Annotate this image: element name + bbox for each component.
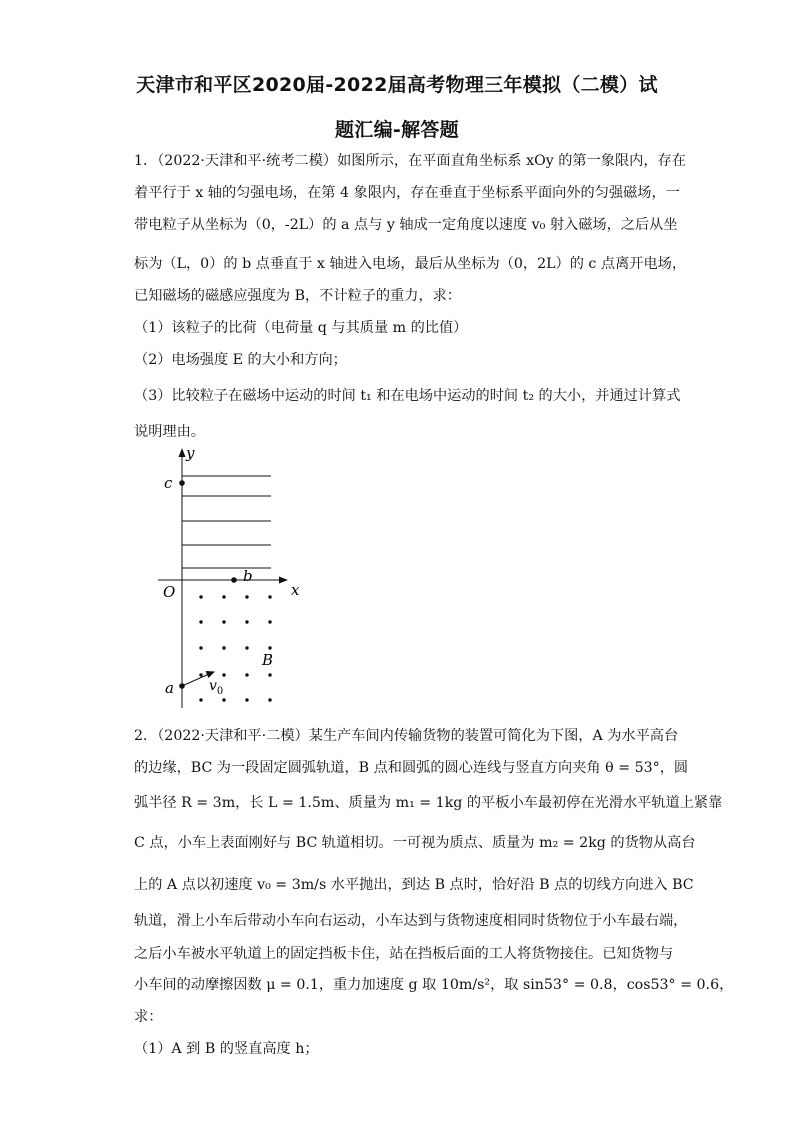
label-y: y (186, 444, 195, 462)
q1-line-2: 着平行于 x 轴的匀强电场，在第 4 象限内，存在垂直于坐标系平面向外的匀强磁场，一 (134, 185, 680, 201)
q1-figure (158, 440, 318, 716)
q2-line-4: C 点，小车上表面刚好与 BC 轨道相切。一可视为质点、质量为 m₂ = 2kg 的货物从高台 (134, 835, 696, 851)
x-axis-arrow (279, 577, 288, 584)
q1-sub-1: （1）该粒子的比荷（电荷量 q 与其质量 m 的比值） (134, 320, 468, 336)
q2-line-2: 的边缘，BC 为一段固定圆弧轨道，B 点和圆弧的圆心连线与竖直方向夹角 θ = 53°，圆 (134, 760, 689, 776)
y-axis-arrow (179, 448, 186, 457)
document-title-line1: 天津市和平区2020届-2022届高考物理三年模拟（二模）试 (136, 74, 658, 96)
label-a: a (165, 679, 174, 697)
q2-line-8: 小车间的动摩擦因数 μ = 0.1，重力加速度 g 取 10m/s²，取 sin53° = 0.8，cos53° = 0.6， (134, 977, 734, 993)
label-b: b (243, 567, 253, 585)
q2-line-5: 上的 A 点以初速度 v₀ = 3m/s 水平抛出，到达 B 点时，恰好沿 B 点的切线方向进入 BC (134, 877, 694, 893)
label-x: x (291, 581, 300, 599)
document-title-line2: 题汇编-解答题 (335, 119, 459, 141)
label-v-subscript: 0 (216, 686, 224, 697)
label-v: v (209, 678, 217, 694)
velocity-arrow (182, 674, 209, 686)
q2-line-9: 求： (134, 1009, 163, 1025)
q2-line-7: 之后小车被水平轨道上的固定挡板卡住，站在挡板后面的工人将货物接住。已知货物与 (134, 946, 674, 962)
q1-sub-2: （2）电场强度 E 的大小和方向； (134, 352, 347, 368)
label-c: c (164, 474, 173, 492)
q1-line-5: 已知磁场的磁感应强度为 B，不计粒子的重力，求： (134, 288, 462, 304)
q1-line-4: 标为（L，0）的 b 点垂直于 x 轴进入电场，最后从坐标为（0，2L）的 c 点离开电场， (134, 256, 687, 272)
q1-sub-3-cont: 说明理由。 (134, 424, 205, 440)
q2-line-6: 轨道，滑上小车后带动小车向右运动，小车达到与货物速度相同时货物位于小车最右端， (134, 913, 688, 929)
point-b (231, 577, 237, 583)
q1-line-1: 1．（2022·天津和平·统考二模）如图所示，在平面直角坐标系 xOy 的第一象限内，存在 (134, 153, 686, 169)
point-c (179, 480, 185, 486)
q2-sub-1: （1）A 到 B 的竖直高度 h； (134, 1041, 319, 1057)
coordinate-diagram (158, 440, 318, 712)
q2-line-3: 弧半径 R = 3m，长 L = 1.5m、质量为 m₁ = 1kg 的平板小车最初停在光滑水平轨道上紧靠 (134, 795, 723, 811)
q1-line-3: 带电粒子从坐标为（0，-2L）的 a 点与 y 轴成一定角度以速度 v₀ 射入磁场，之后从坐 (134, 217, 678, 233)
q1-sub-3: （3）比较粒子在磁场中运动的时间 t₁ 和在电场中运动的时间 t₂ 的大小，并通过计算式 (134, 388, 681, 404)
q2-line-1: 2．（2022·天津和平·二模）某生产车间内传输货物的装置可简化为下图，A 为水平高台 (134, 728, 679, 744)
label-v0 (209, 678, 223, 697)
label-origin: O (163, 583, 176, 601)
label-B: B (262, 651, 274, 669)
